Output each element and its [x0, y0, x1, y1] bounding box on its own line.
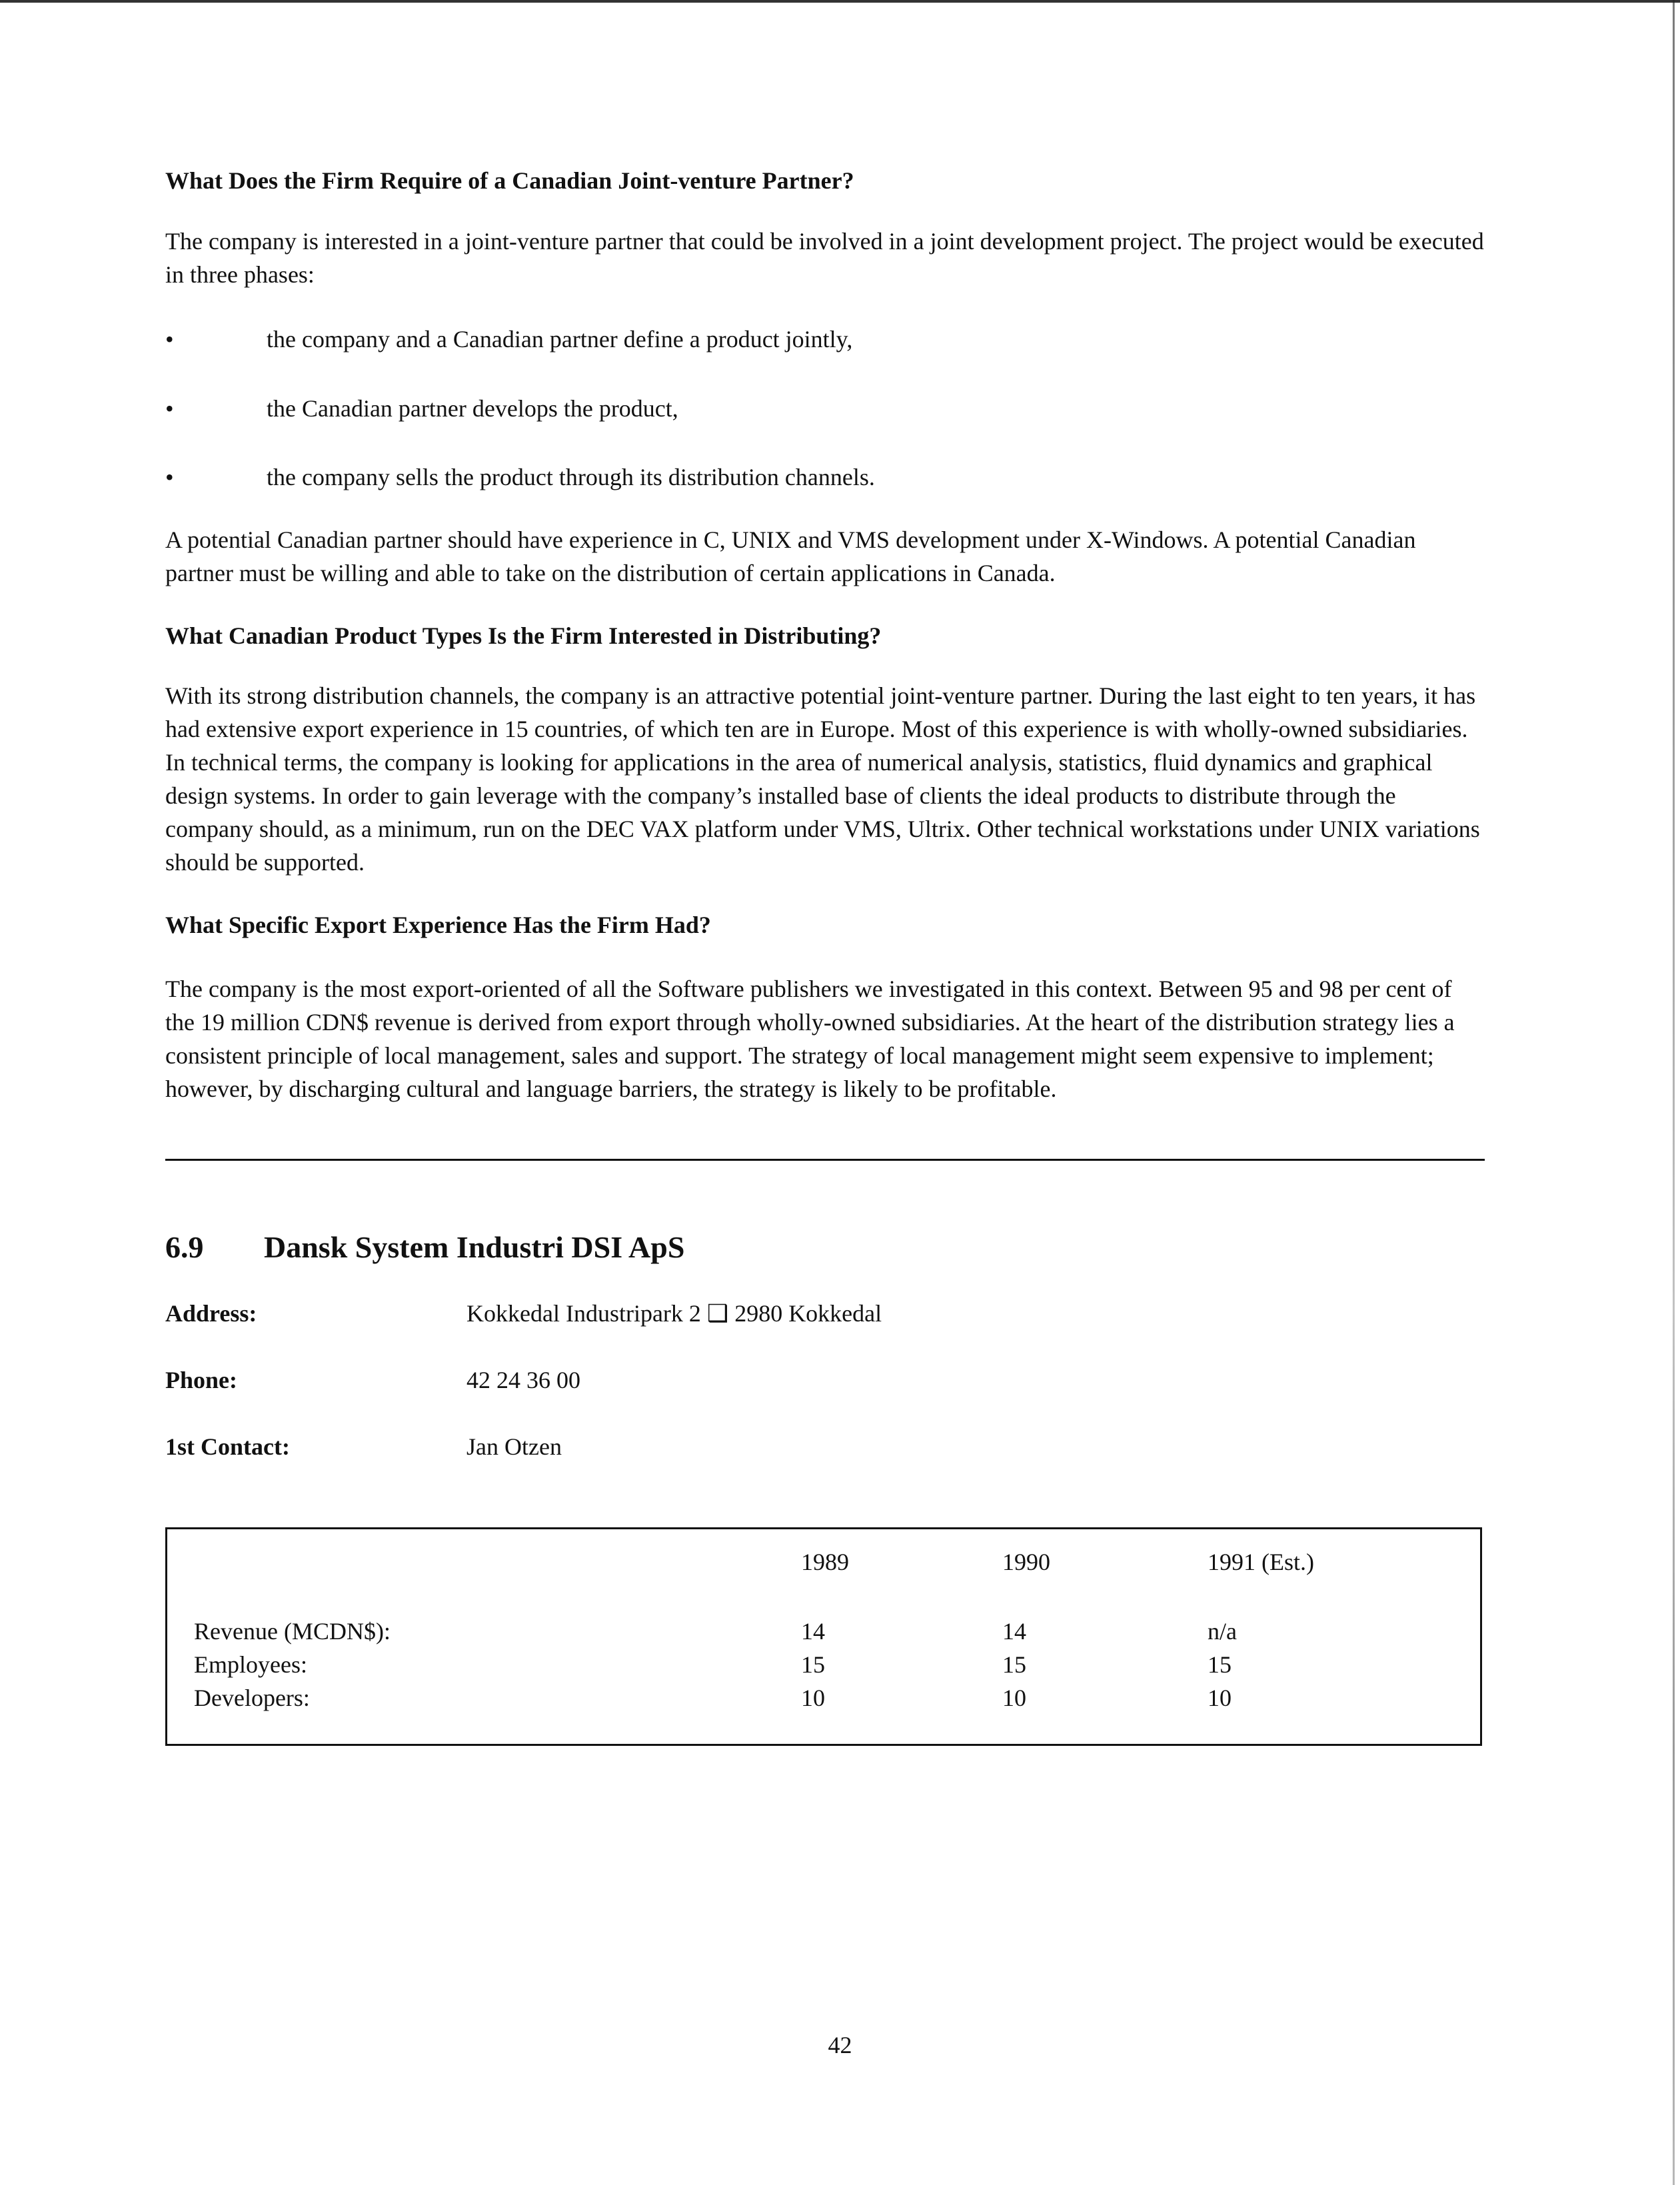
contact-value: Jan Otzen [466, 1433, 562, 1460]
heading-export-experience: What Specific Export Experience Has the Firm Had? [165, 912, 711, 938]
scan-top-edge [0, 0, 1680, 3]
company-stats-table [165, 1527, 1482, 1746]
table-cell: 14 [1002, 1618, 1026, 1645]
contact-label: 1st Contact: [165, 1433, 290, 1460]
bullet-icon: • [165, 395, 174, 422]
bullet-text: the Canadian partner develops the product, [267, 395, 678, 422]
scan-right-edge [1673, 0, 1675, 2185]
bullet-item [165, 323, 1485, 356]
row-label-employees: Employees: [194, 1651, 307, 1678]
phone-label: Phone: [165, 1367, 237, 1393]
bullet-item [165, 392, 1485, 425]
column-header-1989: 1989 [801, 1549, 849, 1575]
paragraph-product-types: With its strong distribution channels, the company is an attractive potential joint-venture partner. During the last eight to ten years, it has had extensive export experience in 15 countries, of which ten are in Europe. Most of this experience is with wholly-owned subsidiaries. In technical terms, the company is looking for applications in the area of numerical analysis, statistics, fluid dynamics and graphical design systems. In order to gain leverage with the company’s installed base of clients the ideal products to distribute through the company should, as a minimum, run on the DEC VAX platform under VMS, Ultrix. Other technical workstations under UNIX variations should be supported. [165, 682, 1480, 876]
row-label-revenue: Revenue (MCDN$): [194, 1618, 391, 1645]
row-label-developers: Developers: [194, 1685, 310, 1711]
section-divider [165, 1159, 1485, 1161]
table-cell: 15 [1002, 1651, 1026, 1678]
heading-product-types: What Canadian Product Types Is the Firm Interested in Distributing? [165, 622, 882, 649]
table-cell: 14 [801, 1618, 825, 1645]
section-number: 6.9 [165, 1230, 204, 1264]
bullet-item [165, 460, 1485, 494]
table-cell: n/a [1208, 1618, 1237, 1645]
paragraph-partner-requirements: A potential Canadian partner should have experience in C, UNIX and VMS development under X-Windows. A potential Canadian partner must be willing and able to take on the distribution of certain applications in Canada. [165, 526, 1416, 586]
address-label: Address: [165, 1300, 257, 1327]
contact-row [165, 1430, 1485, 1463]
company-name: Dansk System Industri DSI ApS [264, 1230, 685, 1264]
bullet-text: the company and a Canadian partner define a product jointly, [267, 326, 853, 353]
table-cell: 10 [1208, 1685, 1232, 1711]
page-number: 42 [828, 2032, 852, 2058]
phone-row [165, 1363, 1485, 1397]
company-section-title [165, 1227, 1485, 1267]
table-cell: 15 [1208, 1651, 1232, 1678]
document-page [165, 160, 1485, 1746]
column-header-1990: 1990 [1002, 1549, 1050, 1575]
bullet-icon: • [165, 464, 174, 490]
table-cell: 10 [801, 1685, 825, 1711]
address-row [165, 1297, 1485, 1330]
phone-value: 42 24 36 00 [466, 1367, 580, 1393]
column-header-1991: 1991 (Est.) [1208, 1549, 1314, 1575]
bullet-list [165, 323, 1485, 494]
paragraph-joint-venture-intro: The company is interested in a joint-venture partner that could be involved in a joint development project. The project would be executed in three phases: [165, 228, 1484, 288]
heading-joint-venture-partner: What Does the Firm Require of a Canadian Joint-venture Partner? [165, 167, 854, 194]
bullet-icon: • [165, 326, 174, 353]
bullet-text: the company sells the product through its distribution channels. [267, 464, 875, 490]
paragraph-export-experience: The company is the most export-oriented of all the Software publishers we investigated in this context. Between 95 and 98 per cent of the 19 million CDN$ revenue is derived from export through wholly-owned subsidiaries. At the heart of the distribution strategy lies a consistent principle of local management, sales and support. The strategy of local management might seem expensive to implement; however, by discharging cultural and language barriers, the strategy is likely to be profitable. [165, 976, 1455, 1102]
address-value: Kokkedal Industripark 2 ❑ 2980 Kokkedal [466, 1300, 882, 1327]
table-cell: 15 [801, 1651, 825, 1678]
table-cell: 10 [1002, 1685, 1026, 1711]
